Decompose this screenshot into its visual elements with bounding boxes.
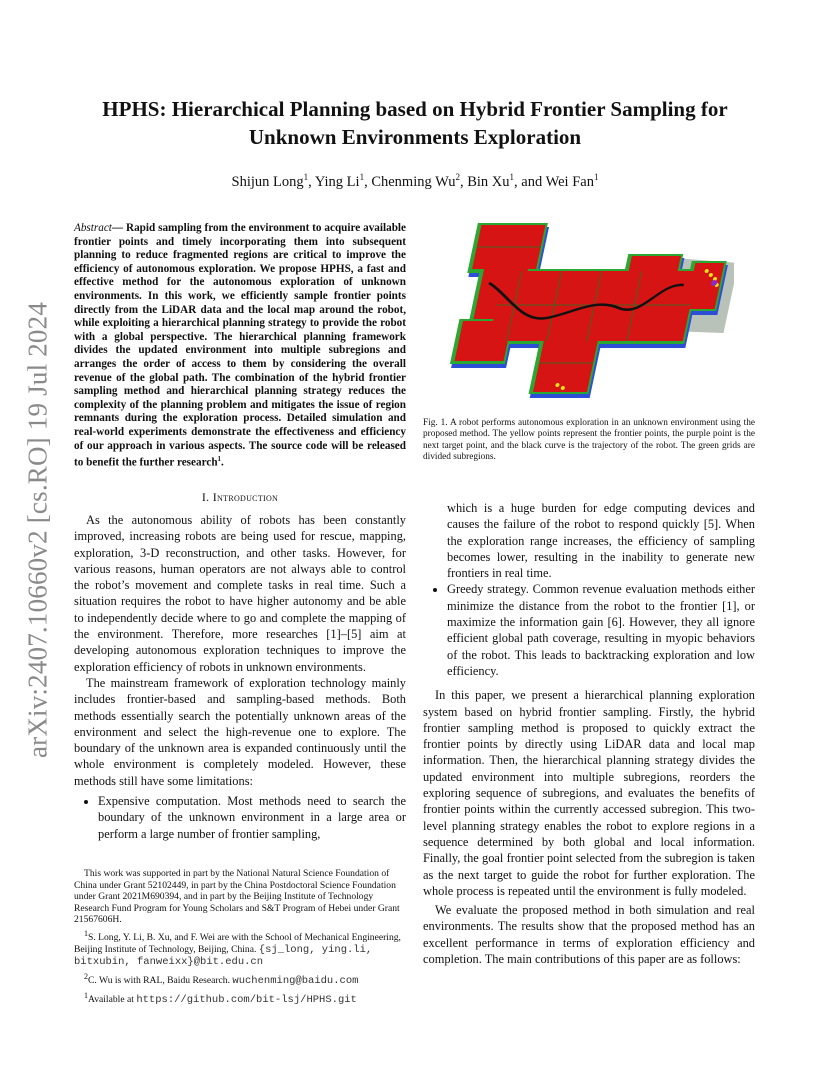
limitations-list (74, 793, 406, 842)
paper-title (60, 95, 770, 151)
section-heading (74, 490, 406, 505)
limitations-list-continued (423, 581, 755, 679)
arxiv-stamp (8, 300, 68, 760)
author-name: Shijun Long (231, 173, 304, 190)
intro-left-column (74, 512, 406, 842)
intro-right-column (423, 500, 755, 967)
fn2-sup: 2 (84, 971, 88, 981)
author-affiliation: 1 (509, 172, 515, 182)
fn3-sup: 1 (84, 990, 88, 1000)
bullet-expensive-computation-continued: which is a huge burden for edge computing devices and causes the failure of the robot to respond quickly [5]. When the exploration range increases, the efficiency of sampling becomes lower, resulting in the inability to generate new frontiers in real time. (447, 501, 755, 581)
intro-paragraph-3: In this paper, we present a hierarchical planning exploration system based on hybrid frontier sampling. Firstly, the hybrid frontier sampling method is proposed to quickly extract the frontier points by directly using LiDAR data and local map information. Then, the hierarchical planning strategy divides the updated environment into multiple subregions, reorders the exploring sequence of subregions, and evaluates the benefits of frontier points within the currently accessed subregion. This two-level planning strategy enables the robot to explore regions in a sequence determined by both global and local information. Finally, the goal frontier point selected from the subregion is taken as the next target to guide the robot for further exploration. The whole process is repeated until the environment is fully modeled. (423, 688, 755, 898)
author-affiliation: 1 (593, 172, 599, 182)
footnotes (74, 868, 406, 1009)
fn3-text: Available at (88, 993, 134, 1005)
intro-paragraph-4: We evaluate the proposed method in both simulation and real environments. The results show that the proposed method has an excellent performance in terms of exploration efficiency and completion. The main contributions of this paper are as follows: (423, 903, 755, 967)
funding-note: This work was supported in part by the National Natural Science Foundation of China under Grant 52102449, in part by the China Postdoctoral Science Foundation under Grant 2021M690394, and in part by the Beijing Institute of Technology Research Fund Program for Young Scholars and S&T Program of Hebei under Grant 21567606H. (74, 868, 400, 926)
author-name: Wei Fan (545, 173, 594, 190)
abstract-label: Abstract (74, 222, 112, 234)
code-availability-note (74, 990, 406, 1007)
fn1-sup: 1 (84, 928, 88, 938)
code-url-link[interactable]: https://github.com/bit-lsj/HPHS.git (136, 993, 357, 1006)
author-name: Chenming Wu (371, 173, 456, 190)
author-name: Ying Li (314, 173, 360, 190)
title-line-2: Unknown Environments Exploration (248, 125, 582, 149)
affiliation-note-1 (74, 928, 406, 969)
fn1-email[interactable]: {sj_long, ying.li, bitxubin, fanweixx}@bit.edu.cn (74, 943, 373, 969)
intro-paragraph-2: The mainstream framework of exploration technology mainly includes frontier-based and sampling-based methods. Both methods essentially search the potentially unknown areas of the environment and select the high-revenue one to explore. The boundary of the unknown area is expanded continuously until the whole environment is completely modeled. However, these methods still have some limitations: (74, 675, 406, 788)
fn1-text: S. Long, Y. Li, B. Xu, and F. Wei are with the School of Mechanical Engineering, Beijing Institute of Technology, Beijing, China. (74, 932, 401, 955)
author-name: Bin Xu (467, 173, 510, 190)
bullet-expensive-computation: • Expensive computation. Most methods need to search the boundary of the unknown environment in a large area or perform a large number of frontier sampling, (98, 793, 406, 842)
affiliation-note-2 (74, 971, 406, 988)
abstract-end: . (221, 456, 224, 469)
author-affiliation: 2 (455, 172, 460, 182)
figure-caption: Fig. 1. A robot performs autonomous exploration in an unknown environment using the proposed method. The yellow points represent the frontier points, the purple point is the next target point, and the black curve is the trajectory of the robot. The green grids are divided subregions. (423, 418, 755, 463)
bullet-greedy-strategy: • Greedy strategy. Common revenue evaluation methods either minimize the distance from the robot to the frontier [1], or maximize the information gain [6]. However, they all ignore efficient global path coverage, resulting in myopic behaviors of the robot. This leads to backtracking exploration and low efficiency. (447, 581, 755, 679)
author-affiliation: 1 (303, 172, 309, 182)
abstract (74, 222, 406, 470)
section-heading-text: I. Introduction (201, 490, 279, 504)
abstract-sup: 1 (217, 455, 222, 464)
intro-paragraph-1: As the autonomous ability of robots has been constantly improved, increasing robots are being used for rescue, mapping, exploration, 3-D reconstruction, and other tasks. However, for various reasons, human operators are not always able to control the robot’s movement and complete tasks in real time. Such a situation requires the robot to have higher autonomy and be able to independently decide where to go and complete the mapping of the environment. Therefore, more researches [1]–[5] aim at developing autonomous exploration techniques to improve the exploration efficiency of robots in unknown environments. (74, 513, 406, 674)
arxiv-stamp-text: arXiv:2407.10660v2 [cs.RO] 19 Jul 2024 (22, 301, 53, 759)
fn2-text: C. Wu is with RAL, Baidu Research. (88, 975, 230, 987)
author-list: Shijun Long$^1$, Ying Li$^1$, Chenming Wu$^2$, Bin Xu$^1$, and Wei Fan$^1$ (231, 172, 599, 190)
exploration-map-image (444, 213, 734, 403)
figure-1 (423, 213, 755, 403)
author-affiliation: 1 (359, 172, 365, 182)
title-line-1: HPHS: Hierarchical Planning based on Hybrid Frontier Sampling for (102, 97, 728, 121)
fn2-email[interactable]: wuchenming@baidu.com (232, 975, 359, 988)
abstract-text: — Rapid sampling from the environment to acquire available frontier points and timely incorporating them into subsequent planning to reduce fragmented regions are critical to improve the efficiency of autonomous exploration. We propose HPHS, a fast and effective method for the autonomous exploration of unknown environments. In this work, we efficiently sample frontier points directly from the LiDAR data and the local map around the robot, while exploiting a hierarchical planning strategy to provide the robot with a global perspective. The hierarchical planning framework divides the updated environment into multiple subregions and arranges the order of access to them by considering the overall revenue of the global path. The combination of the hybrid frontier sampling method and hierarchical planning strategy reduces the complexity of the planning problem and mitigates the issue of region remnants during the exploration process. Detailed simulation and real-world experiments demonstrate the effectiveness and efficiency of our approach in various aspects. The source code will be released to benefit the further research (74, 222, 406, 469)
